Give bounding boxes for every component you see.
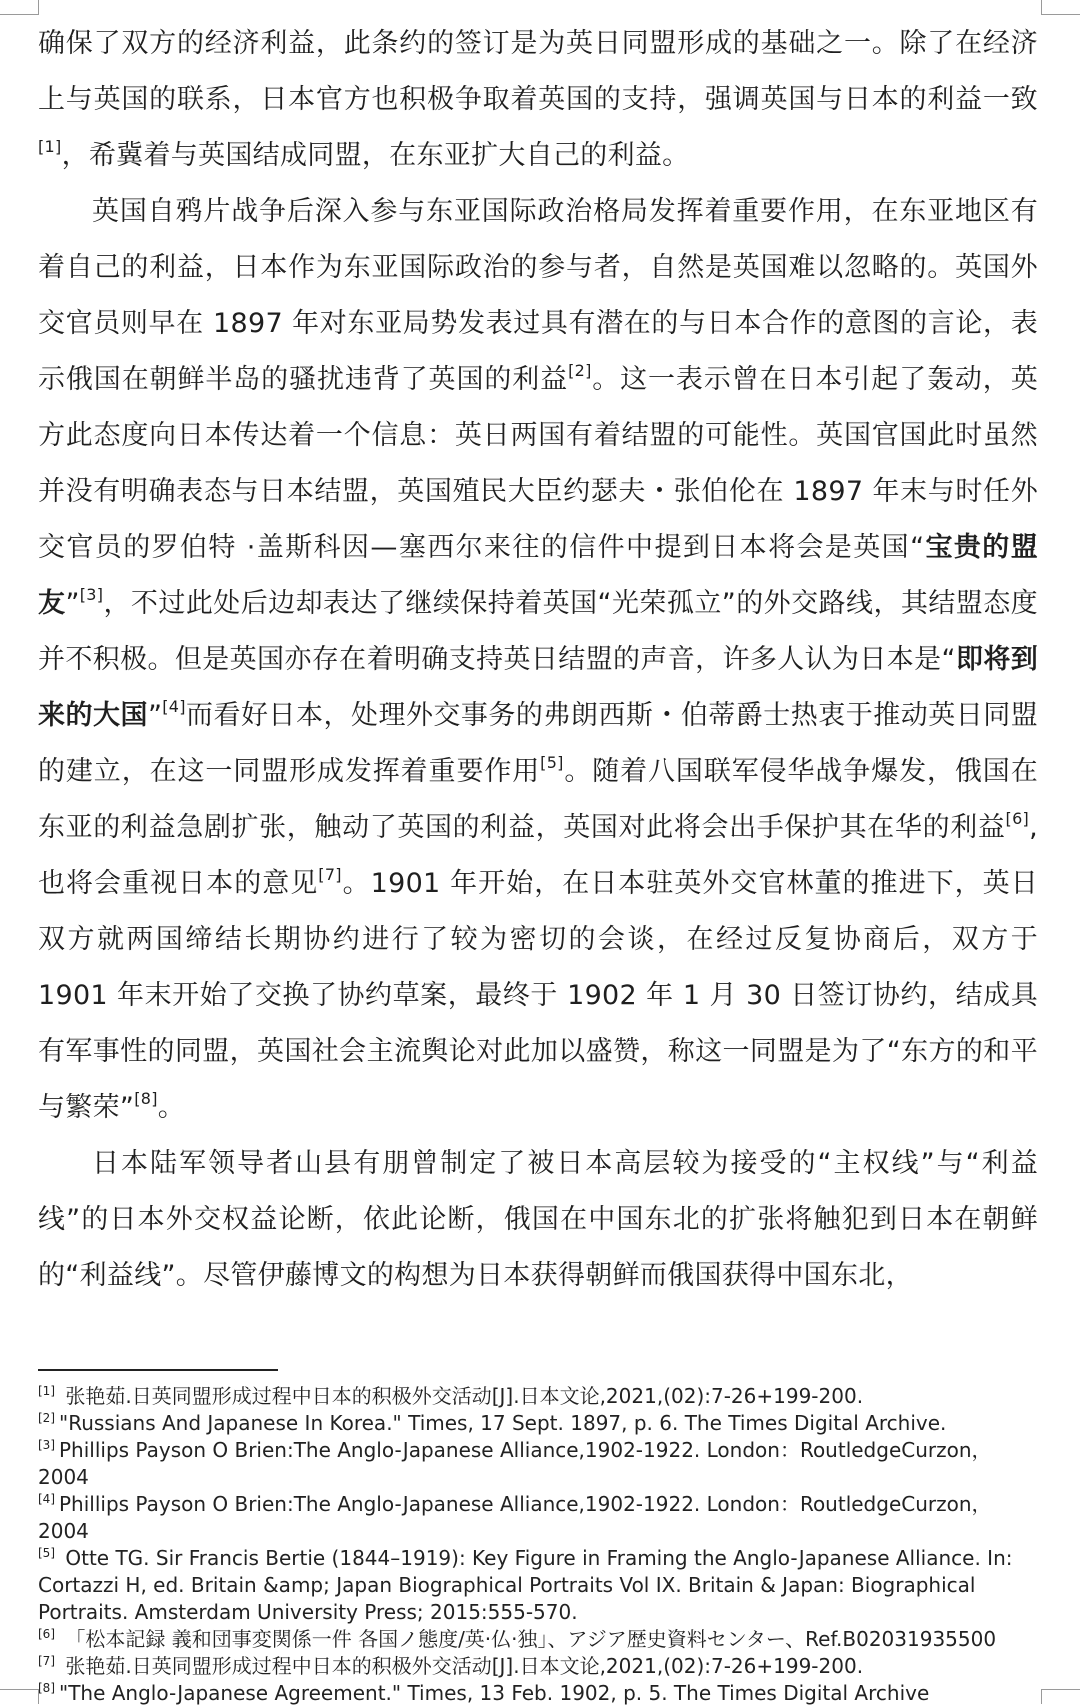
footnote-mark: [8] [38,1681,55,1695]
body-paragraph [38,184,1038,1136]
emphasis-text: 即将到来的大国 [38,644,1039,731]
footnote-text: Phillips Payson O Brien:The Anglo-Japanese Alliance,1902-1922. London：RoutledgeCurzon，2004 [38,1438,992,1489]
document-body [38,16,1038,1304]
footnote-text: Phillips Payson O Brien:The Anglo-Japanese Alliance,1902-1922. London：RoutledgeCurzon，2004 [38,1492,992,1543]
footnote-text: 张艳茹.日英同盟形成过程中日本的积极外交活动[J].日本文论,2021,(02):7-26+199-200. [59,1384,864,1408]
emphasis-text: 宝贵的盟友 [38,532,1038,619]
footnote-item [38,1626,1038,1653]
footnote-item [38,1653,1038,1680]
footnote-mark: [3] [38,1438,55,1452]
footnote-ref[interactable]: [4] [162,697,186,716]
paragraph-text: 。这一表示曾在日本引起了轰动，英方此态度向日本传达着一个信息：英日两国有着结盟的可能性。英国官国此时虽然并没有明确表态与日本结盟，英国殖民大臣约瑟夫・张伯伦在 1897 年末与时任外交官员的罗伯特 ·盖斯科因—塞西尔来往的信件中提到日本将会是英国“ [38,364,1038,563]
footnote-ref[interactable]: [7] [318,865,342,884]
footnote-text: 「松本記録 義和団事変関係一件 各国ノ態度/英·仏·独」、アジア歴史資料センター、Ref.B02031935500 [59,1627,997,1651]
footnote-ref[interactable]: [6] [1005,809,1030,828]
paragraph-text: 。随着八国联军侵华战争爆发，俄国在东亚的利益急剧扩张，触动了英国的利益，英国对此将会出手保护其在华的利益 [38,756,1038,843]
footnote-mark: [6] [38,1627,55,1641]
footnote-text: "The Anglo-Japanese Agreement." Times, 13 Feb. 1902, p. 5. The Times Digital Archive [59,1681,930,1705]
footnote-ref[interactable]: [3] [79,585,104,604]
paragraph-text: 英国自鸦片战争后深入参与东亚国际政治格局发挥着重要作用，在东亚地区有着自己的利益，日本作为东亚国际政治的参与者，自然是英国难以忽略的。英国外交官员则早在 1897 年对东亚局势发表过具有潜在的与日本合作的意图的言论，表示俄国在朝鲜半岛的骚扰违背了英国的利益 [38,196,1038,395]
paragraph-text: 。 [157,1092,186,1123]
footnote-mark: [5] [38,1546,55,1560]
footnotes [38,1383,1038,1707]
footnote-ref[interactable]: [8] [134,1089,158,1108]
footnote-text: 张艳茹.日英同盟形成过程中日本的积极外交活动[J].日本文论,2021,(02):7-26+199-200. [59,1654,864,1678]
footnote-mark: [1] [38,1384,55,1398]
paragraph-text: ，希冀着与英国结成同盟，在东亚扩大自己的利益。 [61,140,690,171]
paragraph-text: 。1901 年开始，在日本驻英外交官林董的推进下，英日双方就两国缔结长期协约进行了较为密切的会谈，在经过反复协商后，双方于 1901 年末开始了交换了协约草案，最终于 1902 年 1 月 30 日签订协约，结成具有军事性的同盟，英国社会主流舆论对此加以盛赞，称这一同盟是为了“东方的和平与繁荣” [38,868,1038,1123]
footnote-text: Otte TG. Sir Francis Bertie (1844–1919): Key Figure in Framing the Anglo-Japanese Alliance. In: Cortazzi H, ed. Britain &amp; Japan Biographical Portraits Vol IX. Britain & Japan: Biographical Portraits. Amsterdam University Press; 2015:555-570. [38,1546,1013,1624]
footnote-item [38,1491,1038,1545]
footnote-item [38,1545,1038,1626]
paragraph-text: ” [65,588,80,619]
footnote-item [38,1680,1038,1707]
body-paragraph [38,16,1038,184]
footnote-separator [38,1369,278,1371]
body-paragraph [38,1136,1038,1304]
footnote-item [38,1410,1038,1437]
footnote-ref[interactable]: [1] [38,137,62,156]
paragraph-text: ” [147,700,163,731]
footnote-mark: [7] [38,1654,55,1668]
footnote-ref[interactable]: [2] [568,361,592,380]
paragraph-text: 确保了双方的经济利益，此条约的签订是为英日同盟形成的基础之一。除了在经济上与英国的联系，日本官方也积极争取着英国的支持，强调英国与日本的利益一致 [38,28,1038,115]
paragraph-text: 而看好日本，处理外交事务的弗朗西斯・伯蒂爵士热衷于推动英日同盟的建立，在这一同盟形成发挥着重要作用 [38,700,1038,787]
crop-mark-top-right [1041,0,1080,15]
footnote-item [38,1437,1038,1491]
paragraph-text: ,也将会重视日本的意见 [38,812,1038,899]
footnote-ref[interactable]: [5] [540,753,564,772]
footnote-mark: [2] [38,1411,55,1425]
footnote-item [38,1383,1038,1410]
crop-mark-bottom-right [1041,1689,1080,1704]
crop-mark-top-left [0,0,39,15]
footnote-text: "Russians And Japanese In Korea." Times, 17 Sept. 1897, p. 6. The Times Digital Archive. [59,1411,947,1435]
paragraph-text: ，不过此处后边却表达了继续保持着英国“光荣孤立”的外交路线，其结盟态度并不积极。但是英国亦存在着明确支持英日结盟的声音，许多人认为日本是“ [38,588,1038,675]
paragraph-text: 日本陆军领导者山县有朋曾制定了被日本高层较为接受的“主权线”与“利益线”的日本外交权益论断，依此论断，俄国在中国东北的扩张将触犯到日本在朝鲜的“利益线”。尽管伊藤博文的构想为日本获得朝鲜而俄国获得中国东北， [38,1148,1038,1291]
footnote-mark: [4] [38,1492,55,1506]
crop-mark-bottom-left [0,1689,39,1704]
